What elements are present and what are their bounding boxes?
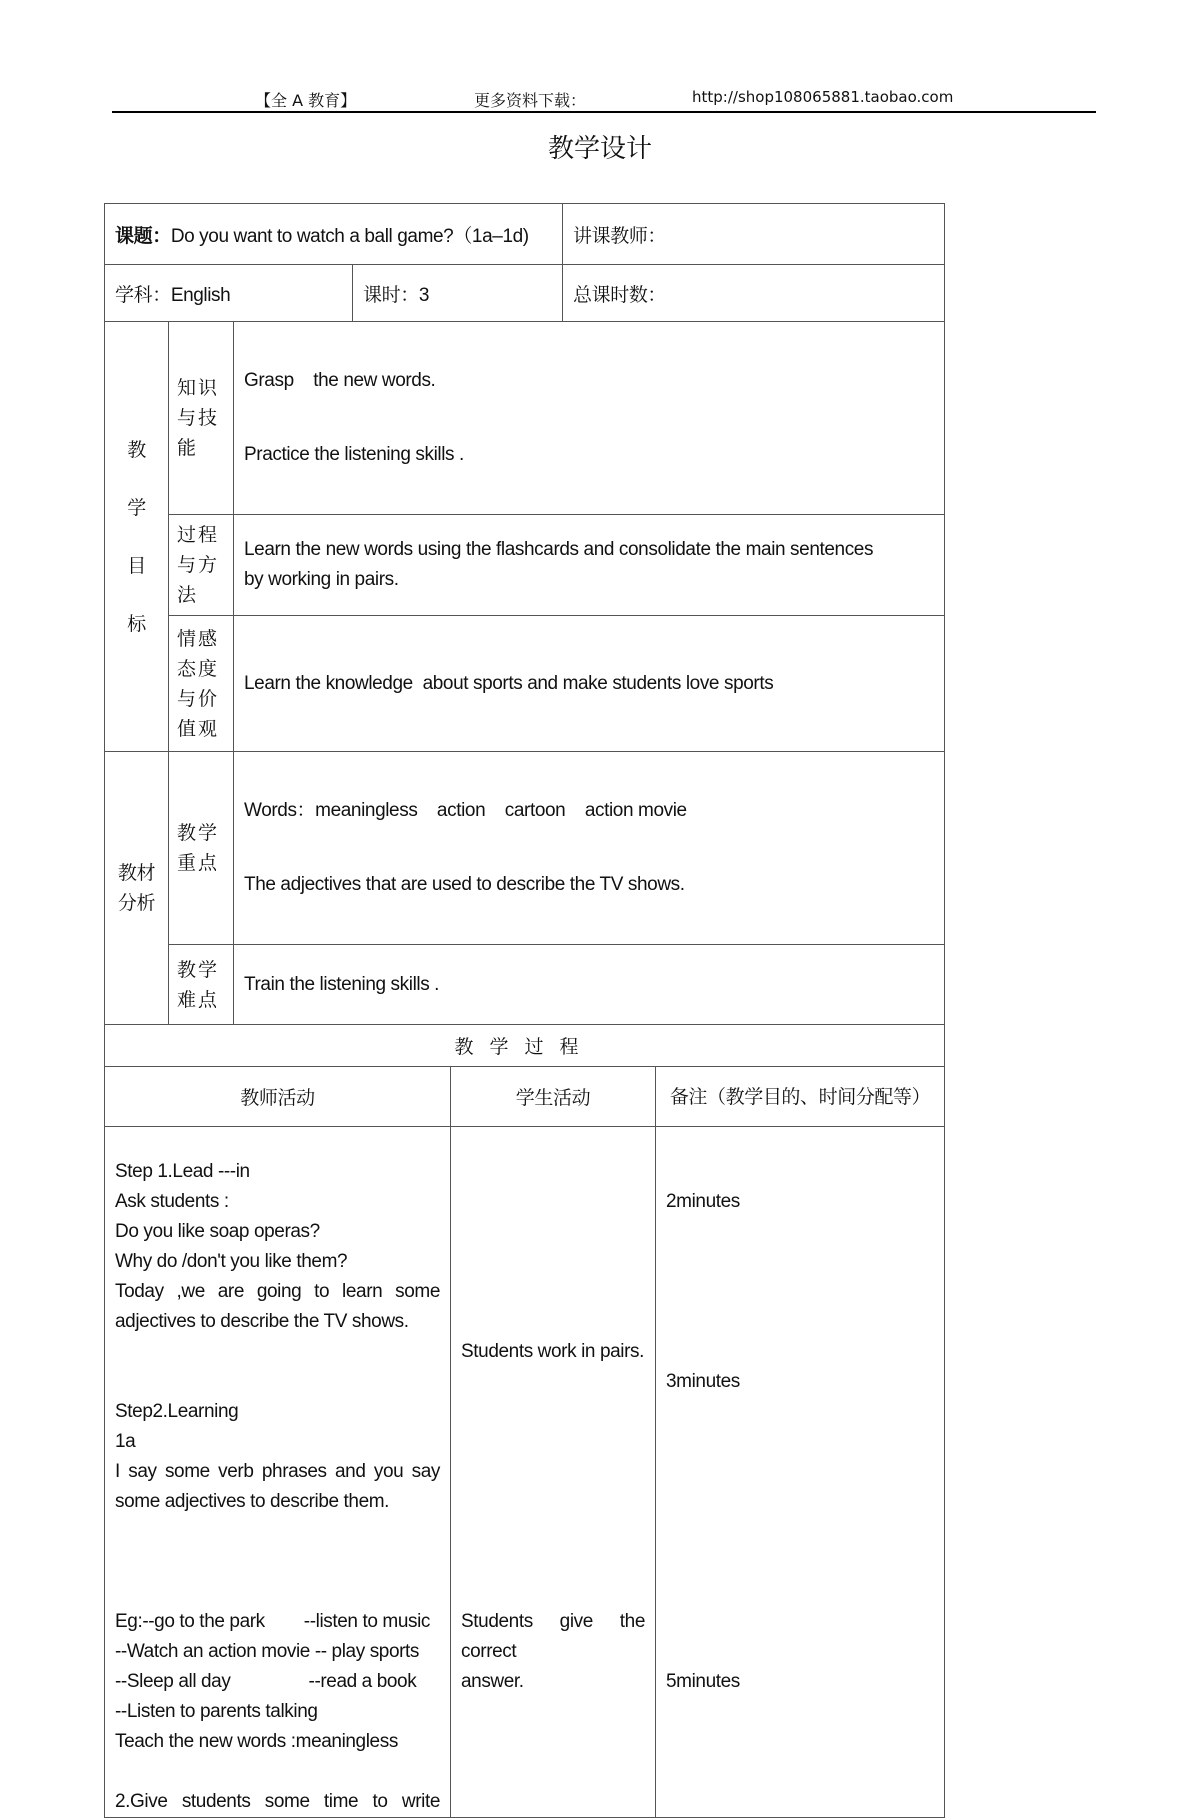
subject-cell: [105, 265, 353, 322]
total-periods-label: 总课时数：: [573, 283, 667, 306]
student-activity-line: [461, 1547, 645, 1577]
objectives-label: 教 学 目 标: [105, 322, 169, 752]
teacher-activity-line: Step 1.Lead ---in: [115, 1161, 250, 1182]
topic-label: 课题：: [115, 224, 171, 247]
subject-row: [105, 265, 945, 322]
lesson-plan-table: [104, 203, 945, 1818]
teacher-activity-line: [115, 1577, 440, 1607]
teacher-activity-line: Eg:--go to the park --listen to music: [115, 1611, 431, 1632]
analysis-content-key-points: Words：meaningless action cartoon action movie The adjectives that are used to describe the TV shows.: [234, 752, 945, 945]
subject-label: 学科：: [115, 283, 171, 306]
note-line: [666, 1427, 934, 1457]
student-activity-line: [461, 1457, 645, 1487]
header-more: 更多资料下载：: [474, 91, 587, 110]
objective-label-knowledge: 知识 与技 能: [169, 322, 234, 515]
teacher-activity-line: 1a: [115, 1431, 136, 1452]
objective-label-process: 过程 与方 法: [169, 515, 234, 616]
topic-value: Do you want to watch a ball game?（1a–1d): [170, 225, 529, 247]
note-line: 3minutes: [666, 1371, 740, 1392]
note-line: [666, 1157, 934, 1187]
topic-cell: [105, 204, 563, 265]
teacher-activity-line: Do you like soap operas?: [115, 1221, 320, 1242]
objective-row-process: [105, 515, 945, 616]
note-line: [666, 1637, 934, 1667]
teacher-activity-cell: [105, 1127, 451, 1818]
student-activity-line: [461, 1217, 645, 1247]
analysis-label-difficulties: 教学 难点: [169, 945, 234, 1025]
notes-cell: [656, 1127, 945, 1818]
note-line: [666, 1397, 934, 1427]
period-label: 课时：: [363, 283, 419, 306]
teacher-activity-line: Why do /don't you like them?: [115, 1251, 348, 1272]
header-rule: [112, 111, 1096, 113]
teacher-activity-line: some adjectives to describe them.: [115, 1491, 390, 1512]
teacher-activity-line: --Watch an action movie -- play sports: [115, 1641, 420, 1662]
note-line: [666, 1277, 934, 1307]
student-activity-line: [461, 1187, 645, 1217]
student-activity-line: [461, 1427, 645, 1457]
note-line: [666, 1247, 934, 1277]
note-line: [666, 1607, 934, 1637]
student-activity-line: [461, 1367, 645, 1397]
header-brand: 【全 A 教育】: [255, 91, 357, 110]
objective-row-emotion: [105, 616, 945, 752]
teacher-activity-line: [115, 1367, 440, 1397]
teacher-label: 讲课教师：: [573, 224, 667, 247]
col-notes: 备注（教学目的、时间分配等）: [656, 1067, 945, 1127]
student-activity-cell: [451, 1127, 656, 1818]
teacher-activity-line: 2.Give students some time to write: [115, 1791, 440, 1812]
teacher-activity-line: [115, 1547, 440, 1577]
process-title-row: [105, 1025, 945, 1067]
notes-lines: [666, 1157, 934, 1697]
document-title: 教学设计: [547, 134, 652, 164]
teacher-activity-line: adjectives to describe the TV shows.: [115, 1311, 409, 1332]
note-line: [666, 1217, 934, 1247]
teacher-activity-line: Teach the new words :meaningless: [115, 1731, 398, 1752]
note-line: [666, 1457, 934, 1487]
analysis-row-difficulties: [105, 945, 945, 1025]
teacher-activity-line: I say some verb phrases and you say: [115, 1461, 440, 1482]
objective-content-knowledge: Grasp the new words. Practice the listening skills .: [234, 322, 945, 515]
teacher-activity-line: [115, 1517, 440, 1547]
student-activity-line: [461, 1487, 645, 1517]
teacher-activity-lines: [115, 1157, 440, 1817]
header-url[interactable]: http://shop108065881.taobao.com: [692, 88, 954, 106]
student-activity-line: [461, 1577, 645, 1607]
period-cell: [353, 265, 563, 322]
student-activity-line: [461, 1157, 645, 1187]
student-activity-line: answer.: [461, 1671, 524, 1692]
subject-value: English: [170, 284, 231, 306]
col-teacher-activity: 教师活动: [105, 1067, 451, 1127]
note-line: [666, 1307, 934, 1337]
teacher-activity-line: Today ,we are going to learn some: [115, 1281, 440, 1302]
student-activity-line: Students work in pairs.: [461, 1341, 644, 1362]
total-periods-cell: [563, 265, 945, 322]
col-student-activity: 学生活动: [451, 1067, 656, 1127]
note-line: 2minutes: [666, 1191, 740, 1212]
analysis-row-key-points: [105, 752, 945, 945]
period-value: 3: [418, 284, 429, 306]
process-body-row: [105, 1127, 945, 1818]
teacher-activity-line: [115, 1337, 440, 1367]
note-line: [666, 1547, 934, 1577]
student-activity-lines: [461, 1157, 645, 1697]
analysis-content-difficulties: Train the listening skills .: [234, 945, 945, 1025]
process-title: 教学过程: [105, 1025, 945, 1067]
teacher-activity-line: [115, 1757, 440, 1787]
student-activity-line: [461, 1247, 645, 1277]
note-line: [666, 1337, 934, 1367]
objective-content-process: Learn the new words using the flashcards and consolidate the main sentences by working in pairs.: [234, 515, 945, 616]
note-line: [666, 1487, 934, 1517]
student-activity-line: [461, 1517, 645, 1547]
note-line: [666, 1577, 934, 1607]
analysis-label-key-points: 教学 重点: [169, 752, 234, 945]
objective-row-knowledge: [105, 322, 945, 515]
teacher-cell: [563, 204, 945, 265]
student-activity-line: Students give the correct: [461, 1611, 646, 1662]
process-header-row: [105, 1067, 945, 1127]
teacher-activity-line: Ask students :: [115, 1191, 229, 1212]
student-activity-line: [461, 1277, 645, 1307]
teacher-activity-line: --Listen to parents talking: [115, 1701, 318, 1722]
note-line: [666, 1517, 934, 1547]
student-activity-line: [461, 1307, 645, 1337]
teacher-activity-line: --Sleep all day --read a book: [115, 1671, 417, 1692]
analysis-label: 教材 分析: [105, 752, 169, 1025]
note-line: 5minutes: [666, 1671, 740, 1692]
objective-content-emotion: Learn the knowledge about sports and make students love sports: [234, 616, 945, 752]
student-activity-line: [461, 1397, 645, 1427]
teacher-activity-line: Step2.Learning: [115, 1401, 239, 1422]
objective-label-emotion: 情感 态度 与价 值观: [169, 616, 234, 752]
topic-row: [105, 204, 945, 265]
